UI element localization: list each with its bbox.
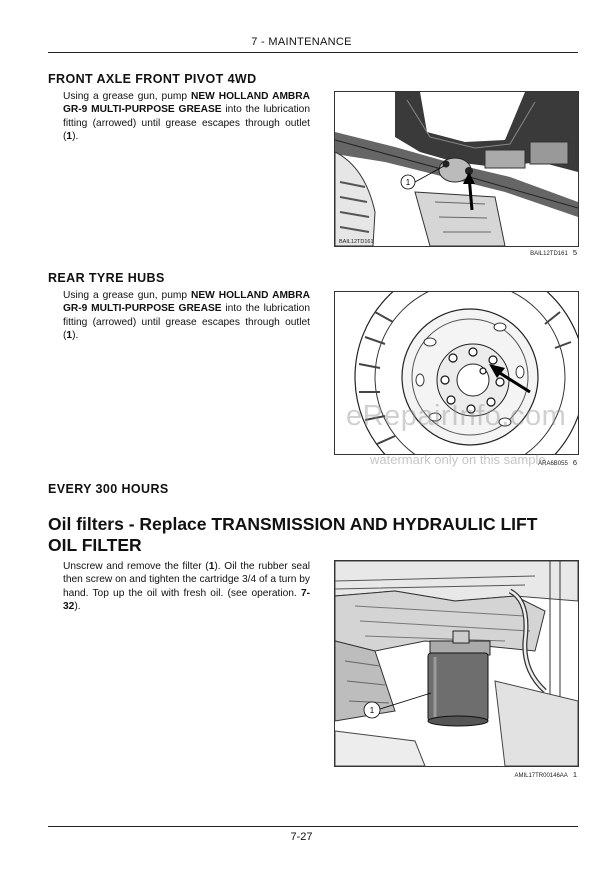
callout-1-front-axle: 1	[405, 178, 411, 187]
footer-rule	[48, 826, 578, 827]
figure-caption-oil-filter: AMIL17TR00146AA 1	[514, 770, 577, 779]
watermark-main: eRepairInfo.com	[346, 400, 567, 432]
page-header-title: 7 - MAINTENANCE	[251, 36, 352, 48]
section-text-front-axle: Using a grease gun, pump NEW HOLLAND AMBRA GR-9 MULTI-PURPOSE GREASE into the lubrication fitting (arrowed) until grease escapes through outlet (1).	[63, 91, 311, 142]
section-heading-front-axle: FRONT AXLE FRONT PIVOT 4WD	[48, 72, 257, 86]
figure-front-axle-pivot	[334, 91, 579, 247]
header-rule	[48, 52, 578, 53]
figure-inner-label: BAIL12TD161	[339, 239, 374, 245]
page-number: 7-27	[290, 831, 313, 843]
section-text-oil-filters: Unscrew and remove the filter (1). Oil the rubber seal then screw on and tighten the cartridge 3/4 of a turn by hand. Top up the oil with fresh oil. (see operation. 7-32).	[63, 561, 311, 612]
watermark-sub: watermark only on this sample	[370, 452, 546, 467]
figure-caption-front-axle: BAIL12TD161 5	[530, 248, 577, 257]
section-heading-oil-filters: Oil filters - Replace TRANSMISSION AND HYDRAULIC LIFT OIL FILTER	[48, 514, 538, 555]
figure-caption-rear-tyre: ARA6B055 6	[538, 458, 577, 467]
section-heading-every-300-hours: EVERY 300 HOURS	[48, 482, 169, 496]
section-text-rear-tyre-hubs: Using a grease gun, pump NEW HOLLAND AMBRA GR-9 MULTI-PURPOSE GREASE into the lubrication fitting (arrowed) until grease escapes through outlet (1).	[63, 290, 311, 341]
callout-1-oil-filter: 1	[369, 706, 375, 715]
section-heading-rear-tyre-hubs: REAR TYRE HUBS	[48, 271, 165, 285]
figure-oil-filter	[334, 560, 579, 767]
